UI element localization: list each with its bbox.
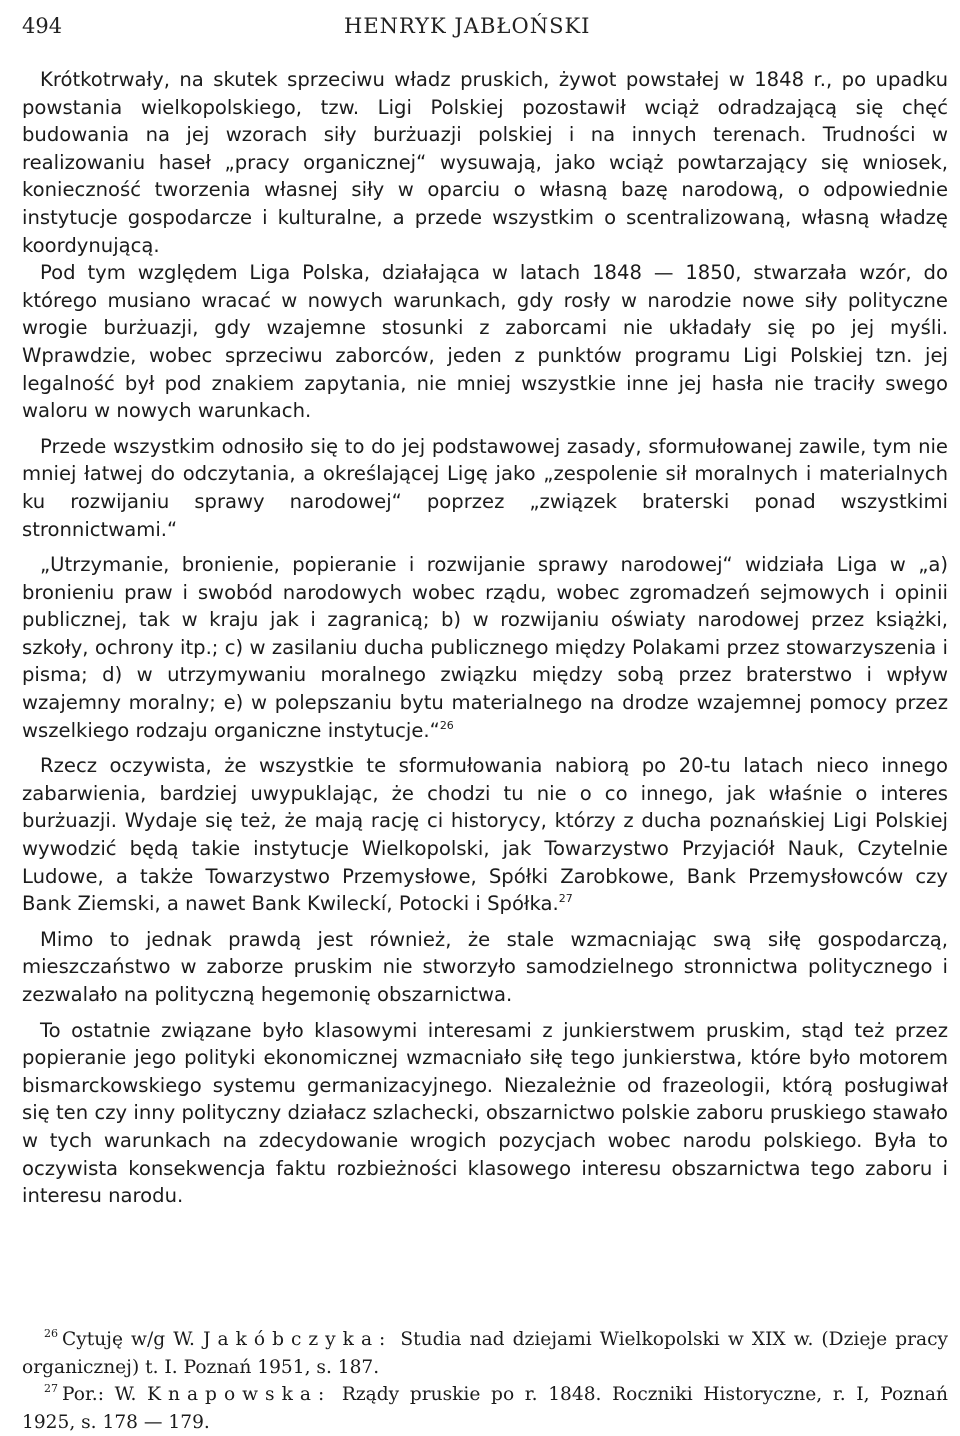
paragraph — [22, 752, 948, 918]
footnote-reference: 26 — [439, 718, 454, 732]
footnote-number: 27 — [44, 1382, 58, 1396]
page-number: 494 — [22, 14, 63, 38]
paragraph: Krótkotrwały, na skutek sprzeciwu władz pruskich, żywot powstałej w 1848 r., po upadku powstania wielkopolskiego, tzw. Ligi Polskiej pozostawił wciąż odradzającą się chęć budowania na jej wzorach siły burżuazji polskiej i na innych terenach. Trudności w realizowaniu haseł „pracy organicznej“ wysuwają, jako wciąż powtarzający się wniosek, konieczność tworzenia własnej siły w oparciu o własną bazę narodową, o odpowiednie instytucje gospodarcze i kulturalne, a przede wszystkim o scentralizowaną, własną władzę koordynującą. — [22, 68, 948, 257]
footnote-reference: 27 — [558, 892, 573, 906]
footnote — [22, 1381, 948, 1436]
footnote-number: 26 — [44, 1327, 58, 1340]
footnote — [22, 1326, 948, 1381]
main-text — [22, 66, 948, 1210]
footnote-author: Knapowska: — [147, 1384, 332, 1406]
paragraph-text: „Utrzymanie, bronienie, popieranie i rozwijanie sprawy narodowej“ widziała Liga w „a) bronieniu praw i swobód narodowych wobec rządu, wobec zgromadzeń sejmowych i opinii publicznej, tak w kraju jak i zagranicą; b) w rozwijaniu oświaty narodowej przez książki, szkoły, ochrony itp.; c) w zasilaniu ducha publicznego między Polakami przez stowarzyszenia i pisma; d) w utrzymywaniu moralnego związku między sobą przez braterstwo i wpływ wzajemny moralny; e) w polepszaniu bytu materialnego na drodze wzajemnej pomocy przez wszelkiego rodzaju organiczne instytucje.“ — [22, 553, 948, 742]
footnote-text: Studia nad dziejami Wielkopolski w XIX w. (Dzieje pracy organicznej) t. I. Poznań 1951, s. 187. — [22, 1329, 948, 1378]
paragraph — [22, 551, 948, 744]
paragraph: Mimo to jednak prawdą jest również, że stale wzmacniając swą siłę gospodarczą, mieszczaństwo w zaborze pruskim nie stworzyło samodzielnego stronnictwa politycznego i zezwalało na polityczną hegemonię obszarnictwa. — [22, 927, 948, 1006]
footnote-author: Jakóbczyka: — [203, 1329, 393, 1350]
page-header — [22, 8, 948, 44]
footnote-lead: Por.: W. — [62, 1384, 137, 1406]
paragraph: Przede wszystkim odnosiło się to do jej podstawowej zasady, sformułowanej zawile, tym nie mniej łatwej do odczytania, a określającej Ligę jako „zespolenie sił moralnych i materialnych ku rozwijaniu sprawy narodowej“ poprzez „związek braterski ponad wszystkimi stronnictwami.“ — [22, 434, 948, 541]
footnotes — [22, 1326, 948, 1436]
paragraph: To ostatnie związane było klasowymi interesami z junkierstwem pruskim, stąd też przez popieranie jego polityki ekonomicznej wzmacniało siłę tego junkierstwa, które było motorem bismarckowskiego systemu germanizacyjnego. Niezależnie od frazeologii, którą posługiwał się ten czy inny polityczny działacz szlachecki, obszarnictwo polskie zaboru pruskiego stawało w tych warunkach na zdecydowanie wrogich pozycjach wobec narodu polskiego. Była to oczywista konsekwencja faktu rozbieżności klasowego interesu obszarnictwa tego zaboru i interesu narodu. — [22, 1018, 948, 1208]
book-page — [22, 8, 948, 1433]
footnote-text: Rządy pruskie po r. 1848. Roczniki Historyczne, r. I, Poznań 1925, s. 178 — 179. — [22, 1384, 948, 1433]
paragraph-text: Rzecz oczywista, że wszystkie te sformułowania nabiorą po 20-tu latach nieco innego zabarwienia, bardziej uwypuklając, że chodzi tu nie o co innego, jak właśnie o interes burżuazji. Wydaje się też, że mają rację ci historycy, którzy z ducha poznańskiej Ligi Polskiej wywodzić będą takie instytucje Wielkopolski, jak Towarzystwo Przyjaciół Nauk, Czytelnie Ludowe, a także Towarzystwo Przemysłowe, Spółki Zarobkowe, Bank Przemysłowców czy Bank Ziemski, a nawet Bank Kwileckí, Potocki i Spółka. — [22, 754, 948, 916]
running-title: HENRYK JABŁOŃSKI — [344, 14, 591, 38]
paragraph: Pod tym względem Liga Polska, działająca w latach 1848 — 1850, stwarzała wzór, do którego musiano wracać w nowych warunkach, gdy rosły w narodzie nowe siły polityczne wrogie burżuazji, gdy wzajemne stosunki z zaborcami nie układały się po jej myśli. Wprawdzie, wobec sprzeciwu zaborców, jeden z punktów programu Ligi Polskiej tzn. jej legalność był pod znakiem zapytania, nie mniej wszystkie inne jej hasła nie traciły swego waloru w nowych warunkach. — [22, 261, 948, 423]
footnote-lead: Cytuję w/g W. — [62, 1329, 195, 1350]
